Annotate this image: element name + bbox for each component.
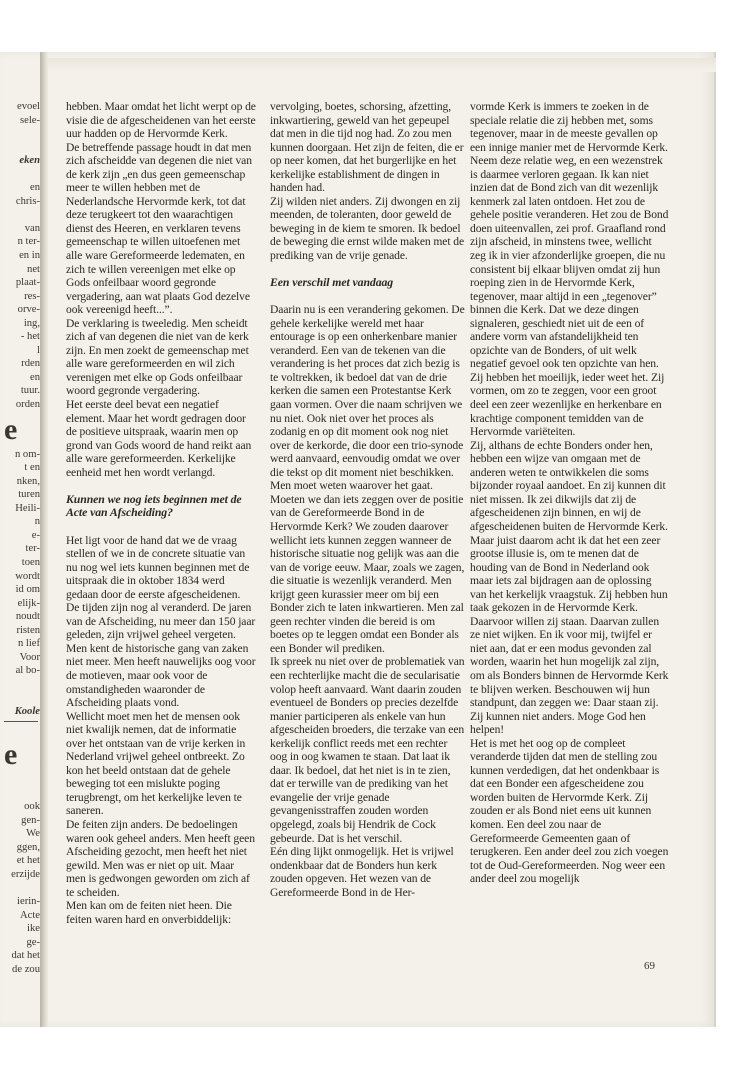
fragment-line: turen bbox=[18, 489, 40, 501]
paragraph: vormde Kerk is immers te zoeken in de speciale relatie die zij hebben met, soms tegenover, maar in de meeste gevallen op een innige manier met de Hervormde Kerk. bbox=[470, 100, 668, 154]
page-spine bbox=[40, 52, 48, 1027]
fragment-line: tuur. bbox=[20, 385, 40, 397]
fragment-line: wordt bbox=[15, 570, 40, 582]
fragment-line: sele- bbox=[20, 114, 40, 126]
fragment-line: nken, bbox=[16, 475, 40, 487]
fragment-line: al bo- bbox=[15, 665, 40, 677]
paragraph: Eén ding lijkt onmogelijk. Het is vrijwel ondenkbaar dat de Bonders hun kerk zouden opgeven. Het wezen van de Gereformeerde Bond in de Her- bbox=[270, 845, 454, 899]
fragment-line: id om bbox=[15, 584, 40, 596]
fragment-line bbox=[0, 168, 40, 182]
fragment-line: e bbox=[4, 738, 18, 772]
paragraph: Daarin nu is een verandering gekomen. De gehele kerkelijke wereld met haar entourage is op een onherkenbare manier veranderd. Een van de tekenen van die verandering is het proces dat zich bezig is te voltrekken, ik bedoel dat van de drie kerken die samen een Protestantse Kerk gaan vormen. Over die naam schrijven we nu niet. Ook niet over het proces als zodanig en op dit moment ook nog niet over de kerkorde, die door een trio-synode werd aanvaard, eenvoudig omdat we over die tekst op dit moment niet beschikken. bbox=[270, 303, 465, 479]
fragment-line: Voor bbox=[19, 651, 40, 663]
paragraph: Het eerste deel bevat een negatief element. Maar het wordt gedragen door de positieve uitspraak, waarin men op grond van Gods woord de hand reikt aan alle ware gereformeerden. Kerkelijke eenheid met hen wordt verlangd. bbox=[66, 398, 252, 479]
text-column-3 bbox=[470, 100, 670, 886]
fragment-line bbox=[0, 678, 40, 692]
fragment-line: ike bbox=[27, 923, 40, 935]
paragraph: De feiten zijn anders. De bedoelingen waren ook geheel anders. Men heeft geen Afscheiding gezocht, men heeft het niet gewild. Men was er niet op uit. Maar men is gedwongen geworden om zich af te scheiden. bbox=[66, 817, 255, 899]
fragment-line: ter- bbox=[25, 543, 40, 555]
fragment-line: e- bbox=[31, 529, 40, 541]
fragment-line: toen bbox=[21, 556, 40, 568]
fragment-line: orve- bbox=[17, 304, 40, 316]
fragment-line: en bbox=[30, 182, 40, 194]
page-number: 69 bbox=[644, 960, 655, 972]
previous-page-fragment bbox=[0, 100, 40, 975]
paragraph: Men kan om de feiten niet heen. Die feiten waren hard en onverbiddelijk: bbox=[66, 899, 232, 926]
fragment-rule bbox=[4, 721, 38, 722]
paragraph: De betreffende passage houdt in dat men zich afscheidde van degenen die niet van de kerk zijn „en dus geen gemeenschap meer te willen hebben met de Nederlandsche Hervormde kerk, tot dat deze terugkeert tot den waarachtigen dienst des Heeren, en verklaren tevens gemeenschap te willen uitoefenen met alle ware Gereformeerde ledematen, en zich te willen vereenigen met elke op Gods onfeilbaar woord gegronde vergadering, aan wat plaats God dezelve ook vereenigd heeft...”. bbox=[66, 140, 252, 317]
paragraph: De verklaring is tweeledig. Men scheidt zich af van degenen die niet van de kerk zijn. En men zoekt de gemeenschap met alle ware gereformeerden en wil zich verenigen met elke op Gods onfeilbaar woord gegronde vergadering. bbox=[66, 316, 249, 398]
paragraph: vervolging, boetes, schorsing, afzetting, inkwartiering, geweld van het gepeupel dat men in die tijd nog had. Zo zou men kunnen doorgaan. Het zijn de feiten, die er op neer komen, dat het burgerlijke en het kerkelijke establishment de dingen in handen had. bbox=[270, 100, 464, 195]
paragraph: hebben. Maar omdat het licht werpt op de visie die de afgescheidenen van het eerste uur hadden op de Hervormde Kerk. bbox=[66, 100, 256, 141]
fragment-line: ook bbox=[24, 801, 40, 813]
fragment-line: en bbox=[30, 371, 40, 383]
section-heading: Een verschil met vandaag bbox=[270, 275, 394, 290]
fragment-line: van bbox=[24, 222, 40, 234]
text-column-1 bbox=[66, 100, 256, 926]
paragraph-gap bbox=[66, 520, 256, 534]
fragment-line: ggen, bbox=[16, 841, 40, 853]
fragment-line: n bbox=[34, 516, 40, 528]
paragraph: Het is met het oog op de compleet veranderde tijden dat men de stelling zou kunnen verdedigen, dat het ondenkbaar is dat een Bonder een afgescheidene zou worden buiten de Hervormde Kerk. Zij zouden er als Bond niet eens uit kunnen komen. Een deel zou naar de Gereformeerde Gemeenten gaan of terugkeren. Een ander deel zou zich voegen tot de Oud-Gereformeerden. Nog weer een ander deel zou mogelijk bbox=[470, 736, 669, 886]
paragraph: Men moet weten waarover het gaat. Moeten we dan iets zeggen over de positie van de Gereformeerde Bond in de Hervormde Kerk? We zouden daarover wellicht iets kunnen zeggen wanneer de historische situatie nog gelijk was aan die van de vorige eeuw. Maar, zoals we zagen, die situatie is wezenlijk veranderd. Men krijgt geen kurassier meer om bij een Bonder zich te laten inkwartieren. Men zal geen rechter vinden die bereid is om boetes op te leggen omdat een Bonder als een Bonder wil prediken. bbox=[270, 479, 465, 655]
fragment-line bbox=[0, 724, 40, 738]
fragment-line: res- bbox=[24, 290, 40, 302]
fragment-line: t en bbox=[24, 462, 40, 474]
paragraph: Zij wilden niet anders. Zij dwongen en zij meenden, de toleranten, door geweld de beweging in de kiem te smoren. Ik bedoel de beweging die ernst wilde maken met de prediking van de vrije genade. bbox=[270, 194, 464, 263]
paragraph-gap bbox=[270, 290, 466, 304]
paragraph: Het ligt voor de hand dat we de vraag stellen of we in de concrete situatie van nu nog wel iets kunnen beginnen met de uitspraak die in oktober 1834 werd gedaan door de eerste afgescheidenen. De tijden zijn nog al veranderd. De jaren van de Afscheiding, nu meer dan 150 jaar geleden, zijn vrijwel geheel vergeten. Men kent de historische gang van zaken niet meer. Men heeft nauwelijks oog voor de motieven, maar ook voor de omstandigheden waaronder de Afscheiding plaats vond. bbox=[66, 533, 256, 710]
paragraph: Neem deze relatie weg, en een wezenstrek is daarmee verloren gegaan. Ik kan niet inzien dat de Bond zich van dit wezenlijk kenmerk zal laten ontdoen. Het zou de gehele positie veranderen. Het zou de Bond doen uiteenvallen, zei prof. Graafland rond zijn afscheid, in minstens twee, wellicht zeg ik in vier afzonderlijke groepen, die nu consistent bij elkaar blijven omdat zij hun roeping zien in de Hervormde Kerk, tegenover, maar altijd in een „tegenover” binnen die Kerk. Dat we deze dingen signaleren, geschiedt niet uit de een of andere vorm van afstandelijkheid ten opzichte van de Bonders, of uit welk negatief gevoel ook ten opzichte van hen. Zij hebben het moeilijk, ieder weet het. Zij vormen, om zo te zeggen, voor een groot deel een zeer wezenlijke en herkenbare en krachtige component temidden van de Hervormde variëteiten. bbox=[470, 154, 669, 439]
fragment-line: ing, bbox=[23, 317, 40, 329]
fragment-line: noudt bbox=[15, 611, 40, 623]
fragment-line: evoel bbox=[17, 101, 40, 112]
fragment-line: Acte bbox=[20, 909, 40, 921]
paragraph: Wellicht moet men het de mensen ook niet kwalijk nemen, dat de informatie over het ontstaan van de vrije kerken in Nederland vrijwel geheel ontbreekt. Zo kon het beeld ontstaan dat de gehele beweging tot een mislukte poging terugbrengt, om het kerkelijke leven te saneren. bbox=[66, 709, 246, 818]
fragment-line: We bbox=[26, 828, 40, 840]
fragment-line bbox=[0, 127, 40, 141]
fragment-line: chris- bbox=[15, 195, 40, 207]
paragraph: Zij, althans de echte Bonders onder hen, hebben een wijze van omgaan met de anderen weten te ontwikkelen die soms bijzonder royaal aandoet. En zij kunnen dit niet missen. Ik zei dikwijls dat zij de afgescheidenen zijn binnen, en wij de afgescheidenen buiten de Hervormde Kerk. bbox=[470, 438, 668, 533]
fragment-line: n lief bbox=[17, 638, 40, 650]
fragment-line: ge- bbox=[26, 936, 40, 948]
fragment-line bbox=[0, 141, 40, 155]
text-column-2 bbox=[270, 100, 466, 899]
fragment-line bbox=[0, 773, 40, 787]
fragment-line: - het bbox=[20, 331, 40, 343]
section-heading: Kunnen we nog iets beginnen met de Acte van Afscheiding? bbox=[66, 491, 242, 520]
fragment-line: e bbox=[4, 412, 18, 446]
fragment-line bbox=[0, 881, 40, 895]
fragment-line: rden bbox=[21, 358, 40, 370]
fragment-line bbox=[0, 787, 40, 801]
fragment-line: Heili- bbox=[15, 502, 40, 514]
paragraph: Ik spreek nu niet over de problematiek van een rechterlijke macht die de secularisatie volop heeft aanvaard. Want daarin zouden eventueel de Bonders op precies dezelfde manier participeren als enkele van hun afgescheiden broeders, die terzake van een kerkelijk conflict reeds met een rechter oog in oog kwamen te staan. Dat laat ik daar. Ik bedoel, dat het niet is in te zien, dat er terwille van de prediking van het evangelie der vrije genade gevangenisstraffen zouden worden opgelegd, zoals bij Hendrik de Cock gebeurde. Dat is het verschil. bbox=[270, 655, 465, 845]
fragment-line: n ter- bbox=[17, 236, 40, 248]
fragment-line: et het bbox=[16, 855, 40, 867]
fragment-line: elijk- bbox=[17, 597, 40, 609]
fragment-line bbox=[0, 691, 40, 705]
fragment-line: gen- bbox=[21, 814, 40, 826]
fragment-line: l bbox=[37, 344, 40, 356]
fragment-line: risten bbox=[16, 624, 40, 636]
fragment-line: n om- bbox=[14, 448, 40, 460]
paragraph-gap bbox=[270, 263, 466, 277]
fragment-line: de zou bbox=[12, 963, 40, 975]
fragment-line: orden bbox=[15, 399, 40, 411]
fragment-line: ierin- bbox=[17, 895, 40, 907]
paragraph: Maar juist daarom acht ik dat het een zeer grootse illusie is, om te menen dat de houding van de Bond in Nederland ook maar iets zal bijdragen aan de oplossing van het kerkelijk vraagstuk. Zij hebben hun taak gekozen in de Hervormde Kerk. Daarvoor willen zij staan. Daarvan zullen ze niet wijken. En ik voor mij, twijfel er niet aan, dat er een modus gevonden zal worden, waarin het hun mogelijk zal zijn, om als Bonders binnen de Hervormde Kerk te blijven werken. Beschouwen wij hun standpunt, dan zeggen we: Daar staan zij. Zij kunnen niet anders. Moge God hen helpen! bbox=[470, 533, 669, 737]
fragment-line: net bbox=[27, 263, 40, 275]
fragment-line bbox=[0, 208, 40, 222]
fragment-line: en in bbox=[19, 250, 40, 262]
fragment-line: erzijde bbox=[11, 868, 40, 880]
fragment-line: plaat- bbox=[15, 277, 40, 289]
fragment-line: eken bbox=[19, 155, 40, 167]
fragment-line: dat het bbox=[11, 950, 40, 962]
fragment-line: Koole bbox=[14, 705, 40, 717]
paragraph-gap bbox=[66, 479, 256, 493]
page-top-edge bbox=[48, 58, 716, 72]
